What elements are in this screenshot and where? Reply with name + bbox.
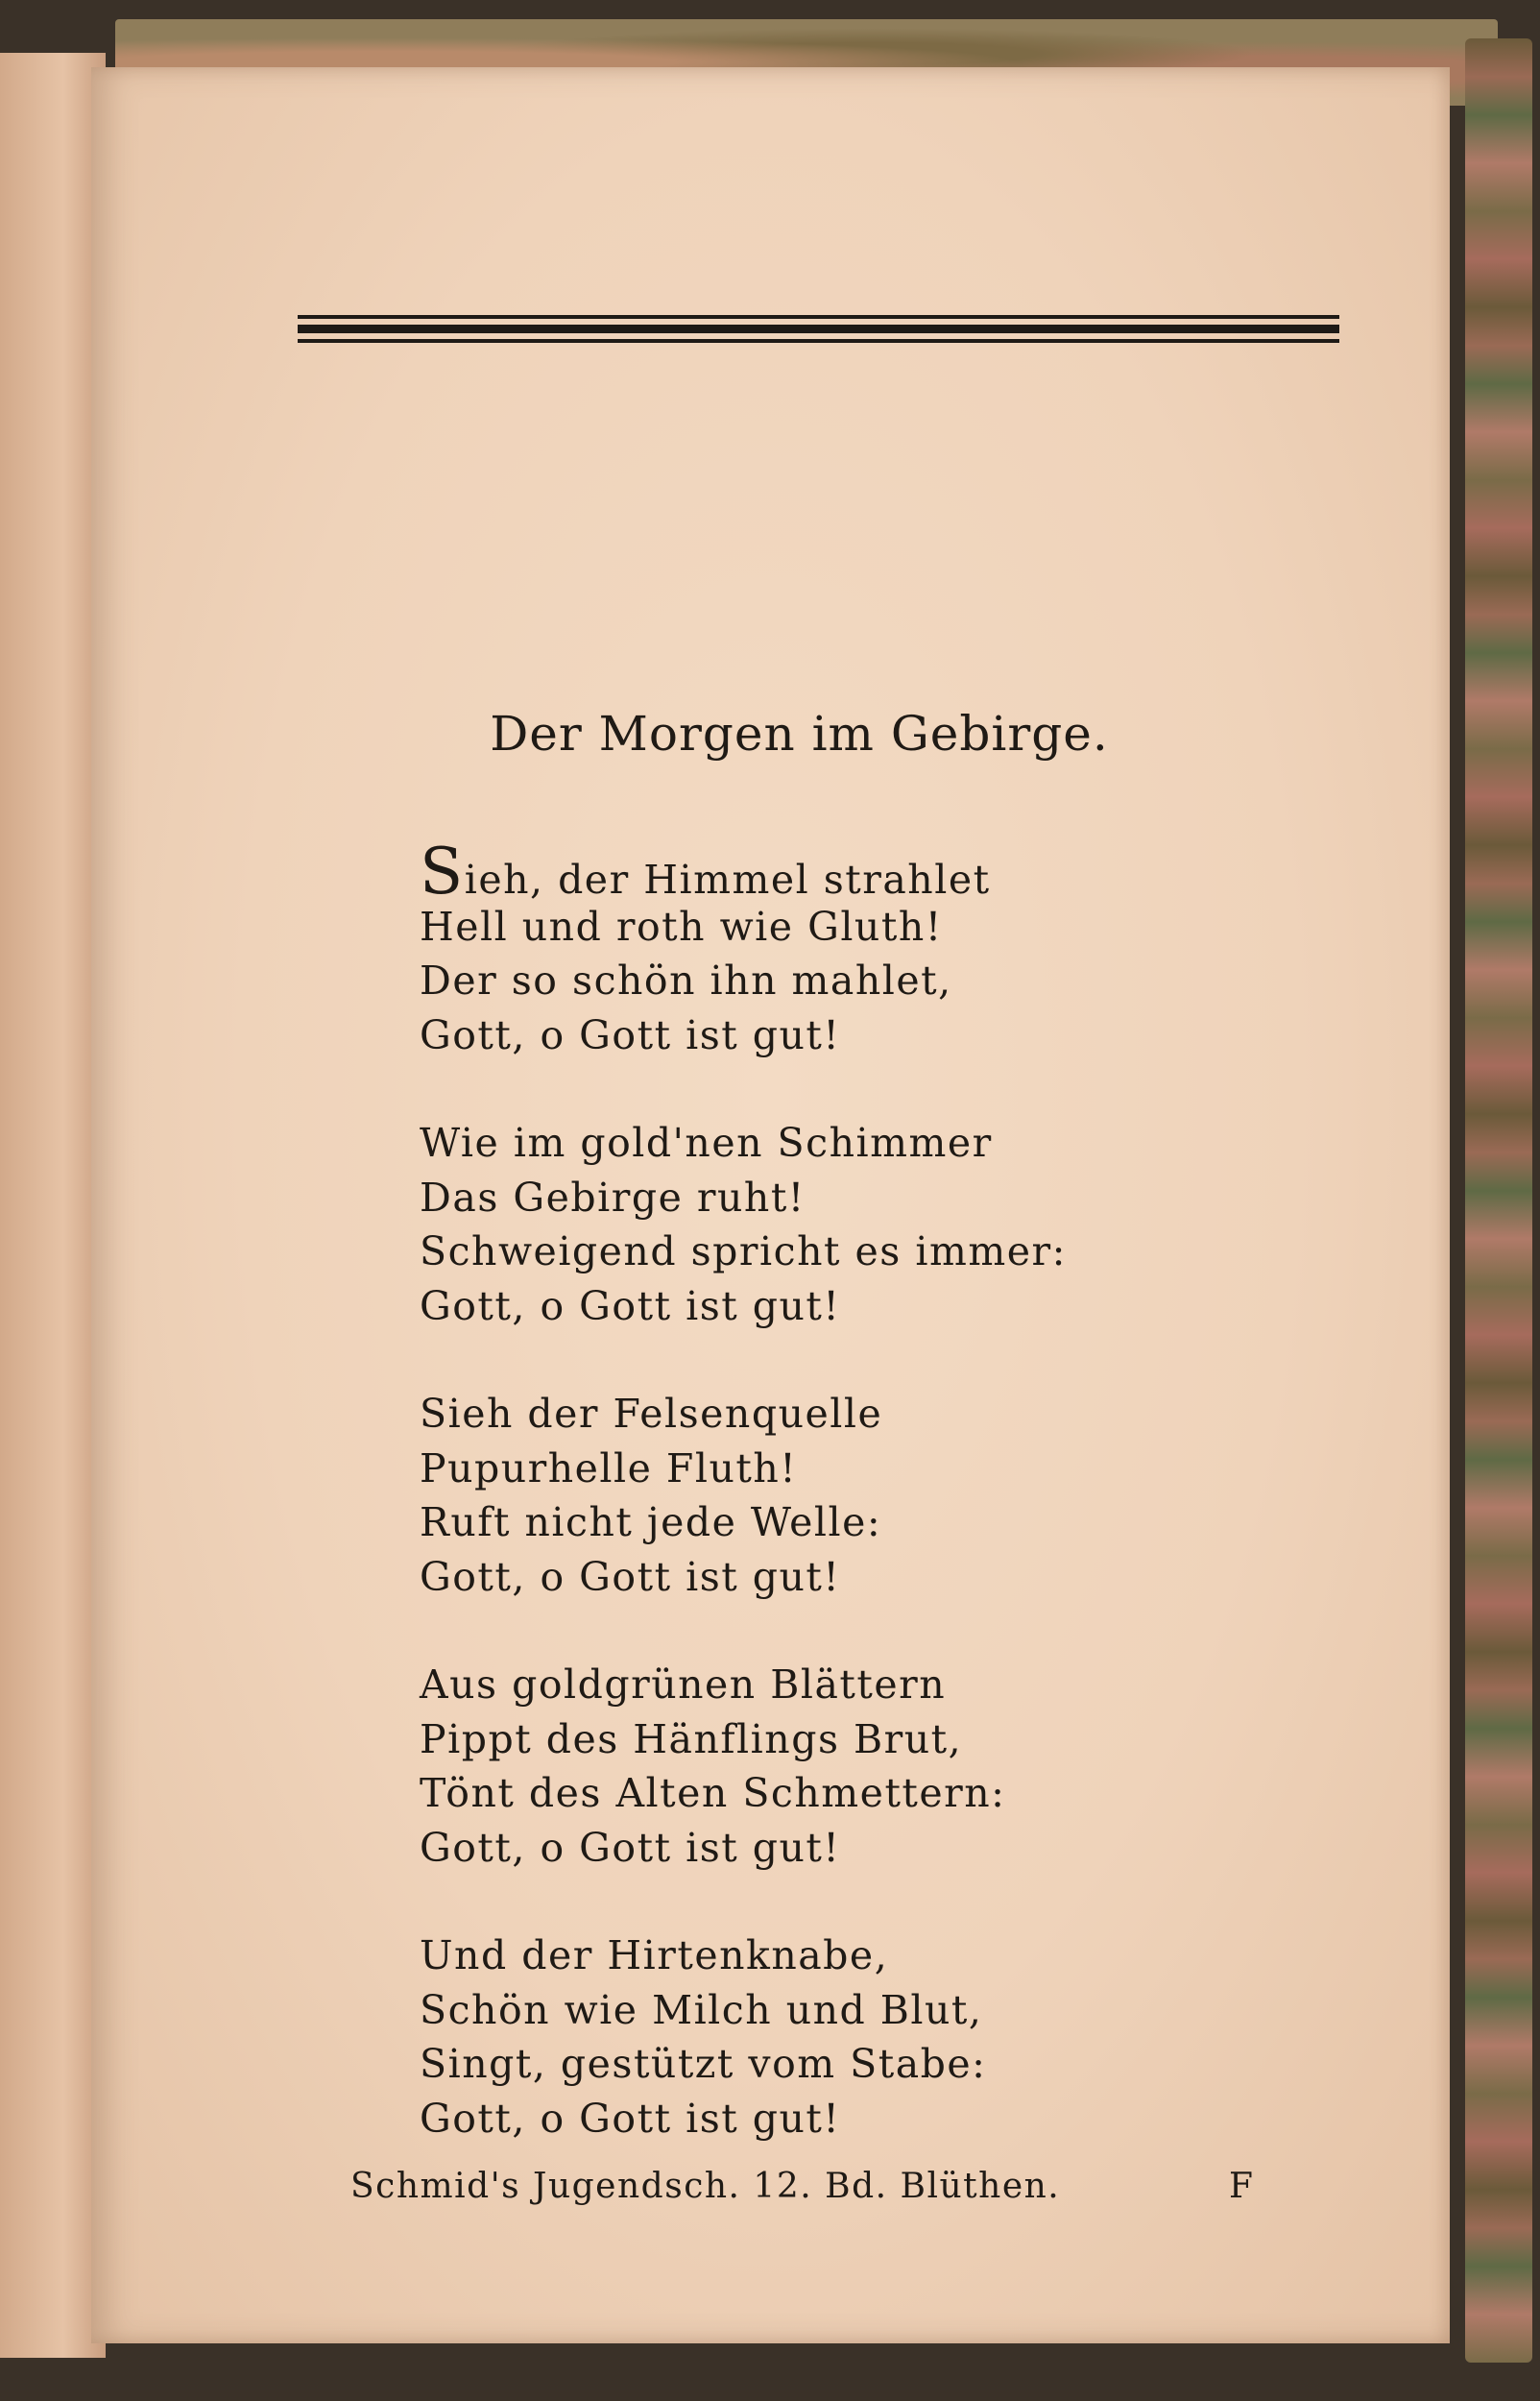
poem-line: Pippt des Hänflings Brut, (420, 1715, 963, 1762)
poem-line: Gott, o Gott ist gut! (420, 2095, 841, 2142)
poem-line: Aus goldgrünen Blättern (420, 1661, 947, 1708)
marbled-cover-edge (1465, 38, 1532, 2363)
stanza (420, 835, 1067, 1062)
poem-line: Pupurhelle Fluth! (420, 1444, 798, 1492)
poem-line: Gott, o Gott ist gut! (420, 1282, 841, 1329)
stanza (420, 1116, 1067, 1333)
poem-line: Singt, gestützt vom Stabe: (420, 2041, 987, 2087)
poem-line: Gott, o Gott ist gut! (420, 1553, 841, 1600)
poem-line: Sieh der Felsenquelle (420, 1391, 883, 1437)
poem-title: Der Morgen im Gebirge. (490, 706, 1109, 762)
poem-line: Gott, o Gott ist gut! (420, 1011, 841, 1058)
stanza (420, 1387, 1067, 1604)
stanza (420, 1928, 1067, 2146)
header-rule (298, 325, 1339, 333)
header-rule (298, 315, 1339, 319)
poem-line: Der so schön ihn mahlet, (420, 958, 952, 1004)
poem-line: Und der Hirtenknabe, (420, 1932, 889, 1978)
poem-line: Tönt des Alten Schmettern: (420, 1770, 1006, 1816)
book-page (91, 67, 1450, 2343)
poem-line: Hell und roth wie Gluth! (420, 903, 943, 950)
poem-body (420, 835, 1067, 2199)
poem-line: Das Gebirge ruht! (420, 1174, 806, 1221)
stanza (420, 1658, 1067, 1875)
running-footer: Schmid's Jugendsch. 12. Bd. Blüthen. (350, 2167, 1061, 2206)
poem-line: Schön wie Milch und Blut, (420, 1986, 983, 2033)
poem-line: Wie im gold'nen Schimmer (420, 1120, 993, 1166)
poem-line (420, 835, 1067, 909)
poem-line: Ruft nicht jede Welle: (420, 1499, 882, 1545)
facing-page-edge (0, 53, 106, 2358)
poem-line-text: ieh, der Himmel strahlet (464, 857, 991, 903)
signature-mark: F (1229, 2167, 1253, 2206)
drop-cap: S (420, 835, 465, 909)
header-rule (298, 339, 1339, 343)
poem-line: Gott, o Gott ist gut! (420, 1824, 841, 1871)
poem-line: Schweigend spricht es immer: (420, 1228, 1067, 1274)
